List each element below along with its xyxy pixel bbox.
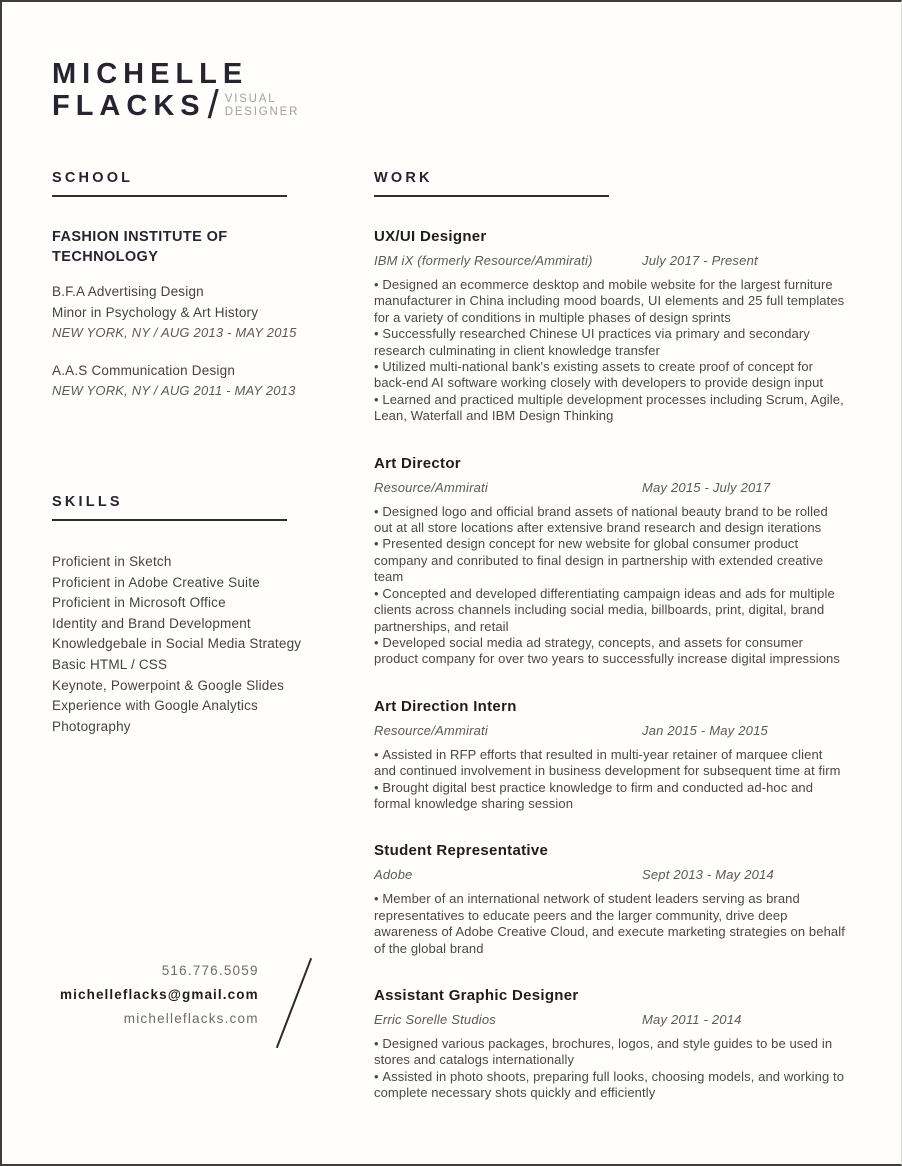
skills-heading: SKILLS (52, 494, 287, 521)
bullet-item: • Assisted in photo shoots, preparing full looks, choosing models, and working to complete necessary shots quickly and efficiently (374, 1069, 847, 1102)
job-bullets (374, 1036, 847, 1102)
degree-minor: Minor in Psychology & Art History (52, 305, 259, 320)
job-title-line2: DESIGNER (224, 105, 300, 118)
bullet-item: • Utilized multi-national bank's existing assets to create proof of concept for back-end AI software working closely with developers to provide design input (374, 359, 847, 392)
bullet-item: • Learned and practiced multiple development processes including Scrum, Agile, Lean, Waterfall and IBM Design Thinking (374, 392, 847, 425)
job-company: Erric Sorelle Studios (374, 1011, 496, 1027)
bullet-item: • Designed logo and official brand assets of national beauty brand to be rolled out at all store locations after extensive brand research and design iterations (374, 504, 847, 537)
job-entry (374, 841, 847, 957)
degree-name: B.F.A Advertising Design (52, 284, 204, 299)
degree-location-dates: NEW YORK, NY / AUG 2011 - MAY 2013 (52, 383, 296, 398)
skill-item: Proficient in Microsoft Office (52, 595, 226, 611)
decorative-slash (267, 959, 317, 1051)
left-column (52, 170, 317, 1102)
skill-item: Proficient in Sketch (52, 554, 172, 569)
content-columns (52, 170, 901, 1102)
job-bullets (374, 504, 847, 668)
job-bullets (374, 277, 847, 425)
bullet-item: • Designed various packages, brochures, logos, and style guides to be used in stores and catalogs internationally (374, 1036, 847, 1069)
job-title-block (225, 93, 299, 118)
school-section (52, 170, 317, 401)
skill-item: Experience with Google Analytics (52, 698, 259, 714)
skill-item: Keynote, Powerpoint & Google Slides (52, 677, 285, 693)
skill-item: Identity and Brand Development (52, 615, 251, 631)
name-first: MICHELLE (52, 58, 249, 90)
contact-phone: 516.776.5059 (161, 963, 259, 979)
bullet-item: • Designed an ecommerce desktop and mobile website for the largest furniture manufacturer in China including mood boards, UI elements and 25 full templates for a variety of conditions in multiple phases of design sprints (374, 277, 847, 326)
bullet-item: • Developed social media ad strategy, concepts, and assets for consumer product company for over two years to successfully increase digital impressions (374, 635, 847, 668)
bullet-item: • Member of an international network of student leaders serving as brand representatives to educate peers and the larger community, drive deep awareness of Adobe Creative Cloud, and execute marketing strategies on behalf of the global brand (374, 891, 847, 957)
job-meta (374, 1012, 847, 1027)
contact-website: michelleflacks.com (123, 1011, 259, 1027)
bullet-item: • Brought digital best practice knowledge to firm and conducted ad-hoc and formal knowledge sharing session (374, 780, 847, 813)
bullet-item: • Successfully researched Chinese UI practices via primary and secondary research culminating in client knowledge transfer (374, 326, 847, 359)
name-last: FLACKS (52, 90, 206, 122)
job-meta (374, 253, 847, 268)
skills-list (52, 552, 317, 737)
job-entry (374, 454, 847, 668)
job-dates: Sept 2013 - May 2014 (642, 867, 774, 883)
bullet-item: • Presented design concept for new website for global consumer product company and conributed to final design in partnership with extended creative team (374, 536, 847, 585)
job-bullets (374, 747, 847, 813)
right-column (374, 170, 847, 1102)
contact-email: michelleflacks@gmail.com (60, 987, 259, 1003)
skill-item: Basic HTML / CSS (52, 656, 168, 672)
header (52, 58, 901, 127)
job-dates: May 2015 - July 2017 (642, 479, 771, 495)
job-entry-title: UX/UI Designer (374, 228, 487, 245)
job-entry (374, 986, 847, 1102)
contact-block (52, 959, 317, 1051)
school-institution: FASHION INSTITUTE OF TECHNOLOGY (52, 229, 228, 265)
degree-entry (52, 281, 317, 343)
jobs-list (374, 227, 847, 1102)
job-entry-title: Art Director (374, 454, 461, 472)
job-dates: Jan 2015 - May 2015 (642, 722, 768, 738)
job-entry-title: Assistant Graphic Designer (374, 986, 579, 1004)
job-entry-title: Art Direction Intern (374, 697, 517, 715)
skill-item: Photography (52, 718, 131, 734)
job-company: IBM iX (formerly Resource/Ammirati) (374, 253, 593, 268)
job-entry (374, 227, 847, 425)
skill-item: Knowledgebale in Social Media Strategy (52, 636, 302, 652)
job-entry-title: Student Representative (374, 842, 549, 860)
job-bullets (374, 891, 847, 957)
degree-name: A.A.S Communication Design (52, 363, 236, 378)
bullet-item: • Assisted in RFP efforts that resulted in multi-year retainer of marquee client and continued involvement in business development for subsequent time at firm (374, 747, 847, 780)
job-dates: May 2011 - 2014 (642, 1011, 742, 1027)
name-slash-mark: / (207, 83, 219, 127)
job-company: Adobe (374, 867, 413, 883)
contact-text (52, 959, 259, 1031)
job-company: Resource/Ammirati (374, 722, 488, 738)
job-company: Resource/Ammirati (374, 479, 488, 495)
degree-entry (52, 360, 317, 401)
bullet-item: • Concepted and developed differentiating campaign ideas and ads for multiple clients across channels including social media, billboards, print, digital, brand partnerships, and retail (374, 586, 847, 635)
job-dates: July 2017 - Present (642, 253, 758, 268)
job-meta (374, 480, 847, 495)
job-meta (374, 867, 847, 882)
job-entry (374, 697, 847, 813)
work-heading: WORK (374, 170, 609, 197)
school-heading: SCHOOL (52, 170, 287, 197)
degree-location-dates: NEW YORK, NY / AUG 2013 - MAY 2015 (52, 325, 297, 340)
job-meta (374, 723, 847, 738)
slash-line (276, 958, 312, 1048)
skill-item: Proficient in Adobe Creative Suite (52, 574, 260, 590)
skills-section (52, 494, 317, 737)
name-row (52, 83, 901, 127)
job-title-line1: VISUAL (224, 93, 277, 105)
